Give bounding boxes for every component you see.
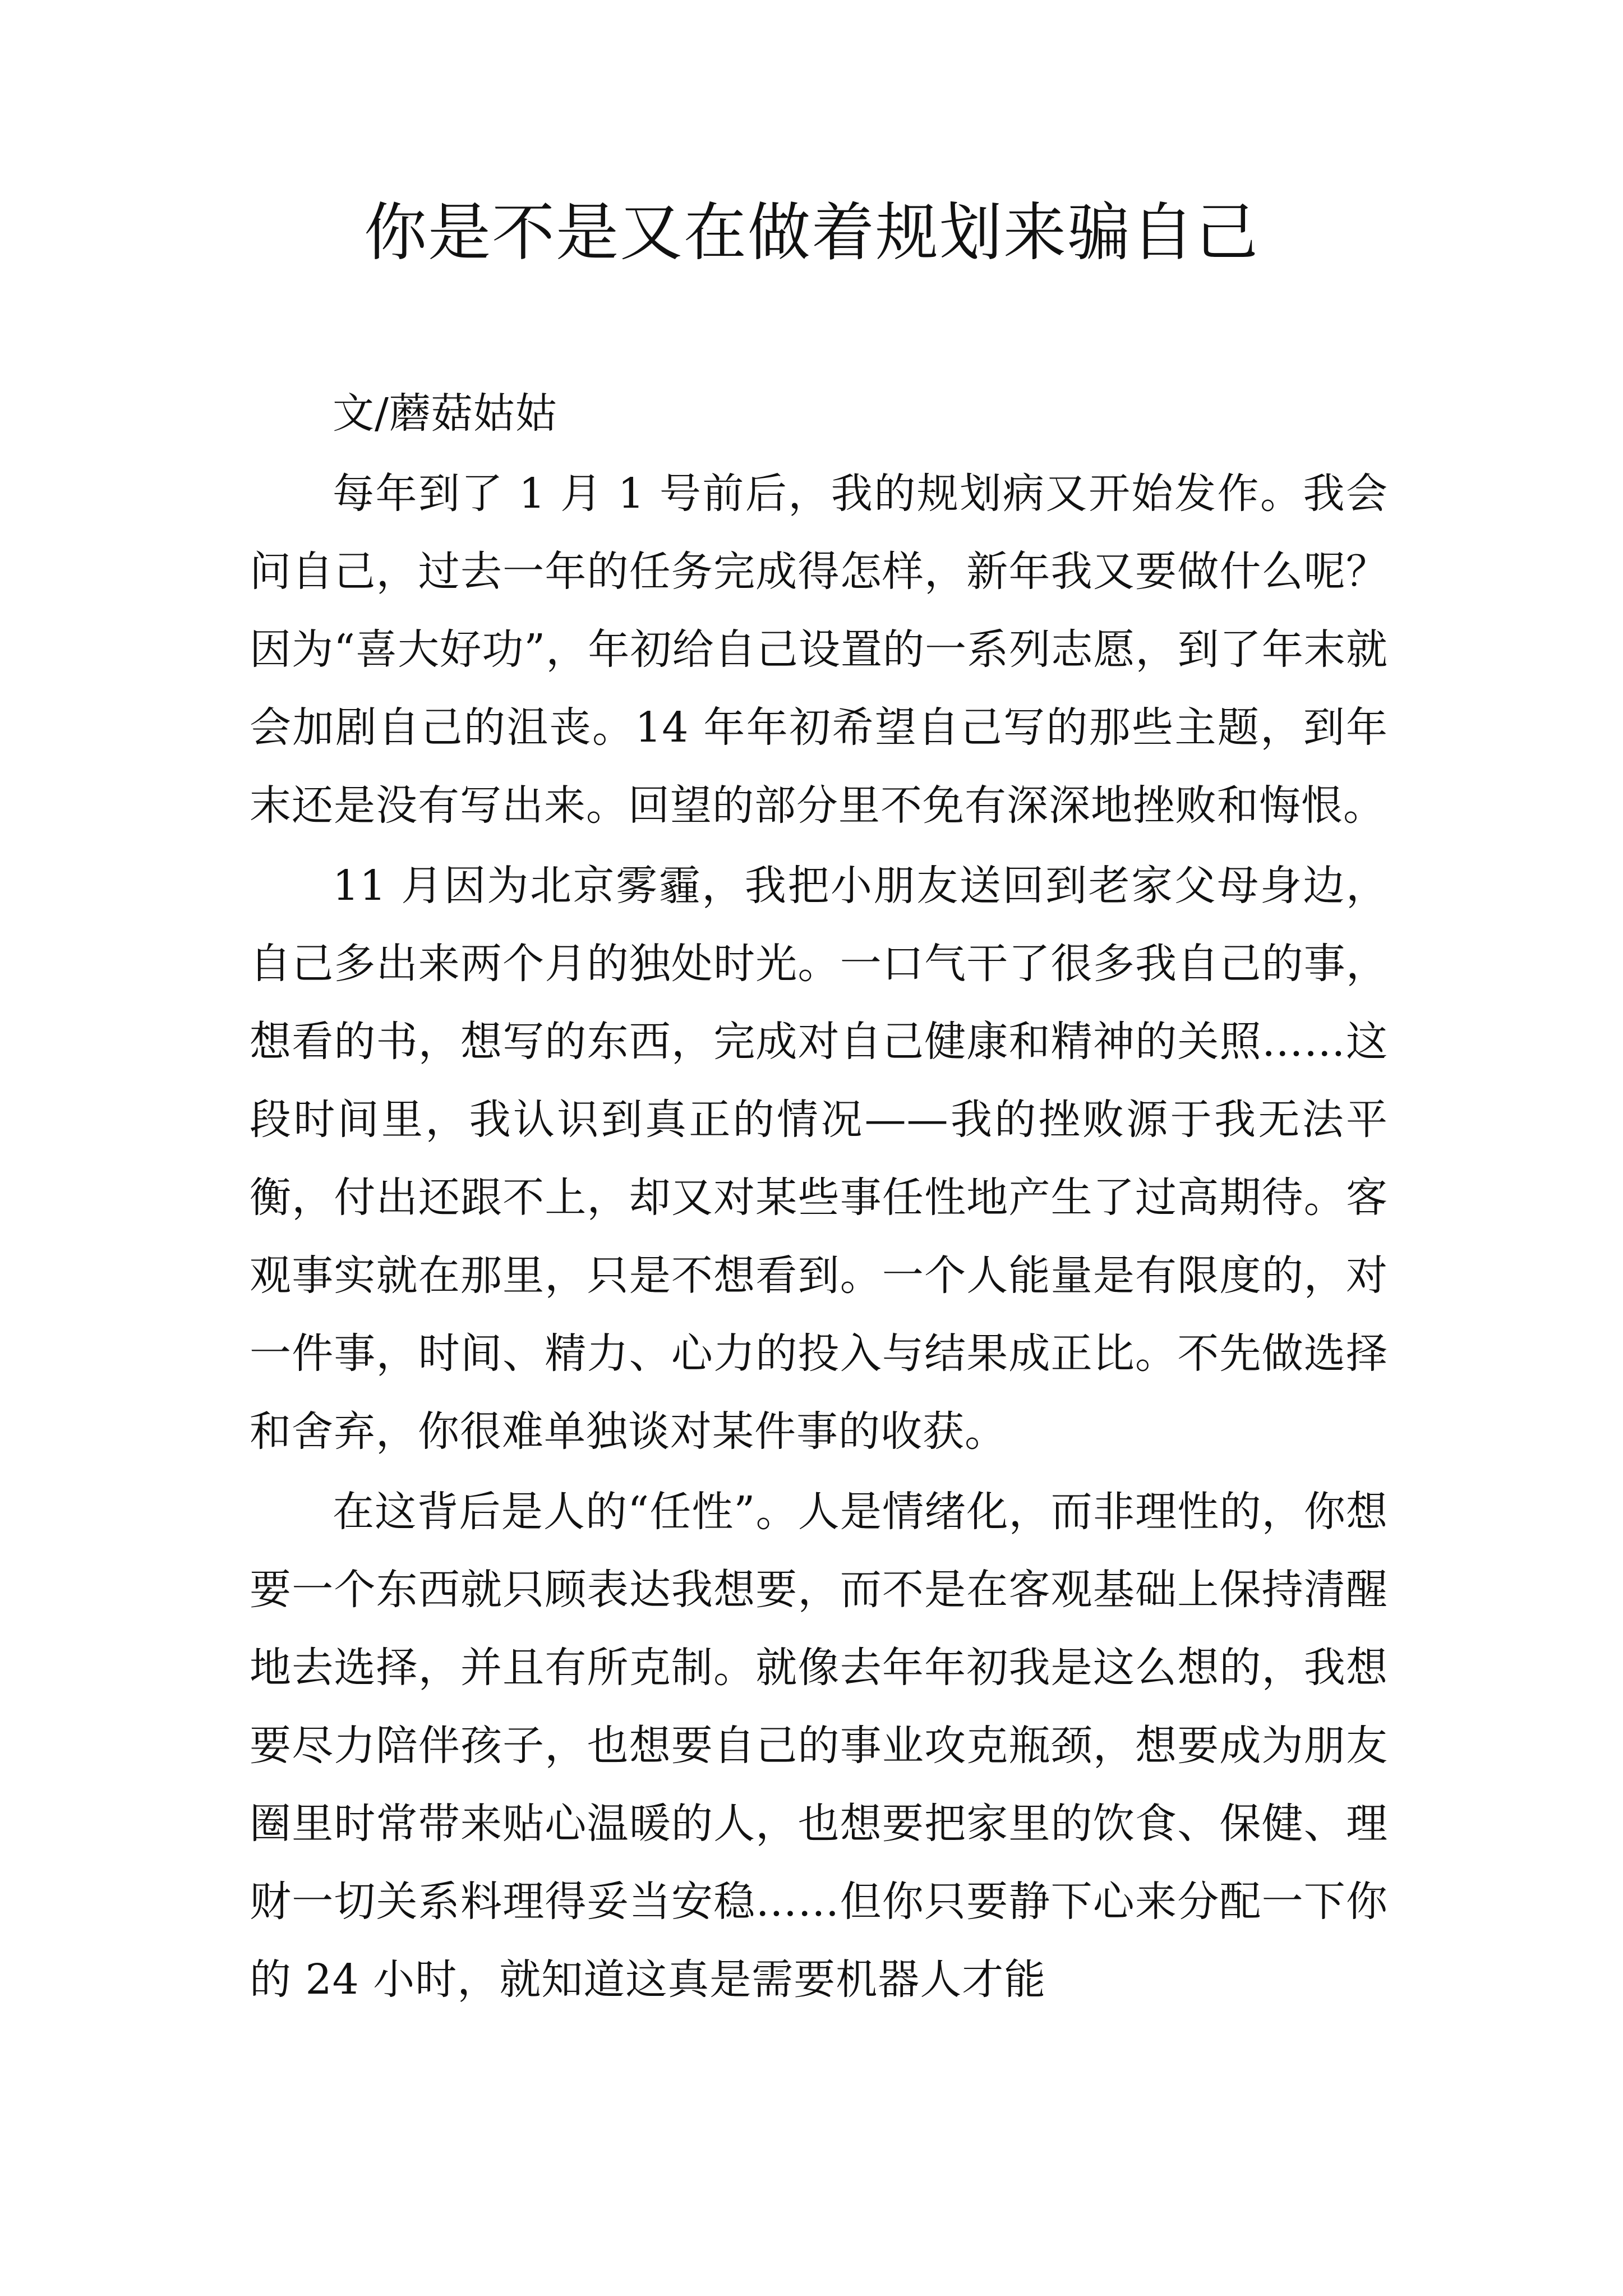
paragraph-3: 在这背后是人的“任性”。人是情绪化，而非理性的，你想要一个东西就只顾表达我想要，而不是在客观基础上保持清醒地去选择，并且有所克制。就像去年年初我是这么想的，我想要尽力陪伴孩子，也想要自己的事业攻克瓶颈，想要成为朋友圈里时常带来贴心温暖的人，也想要把家里的饮食、保健、理财一切关系料理得妥当安稳……但你只要静下心来分配一下你的 24 小时，就知道这真是需要机器人才能 [250,1488,1388,2004]
document-body [250,375,1388,2019]
author-line: 文/蘑菇姑姑 [333,389,557,438]
document-title: 你是不是又在做着规划来骗自己 [364,196,1259,269]
paragraph-2: 11 月因为北京雾霾，我把小朋友送回到老家父母身边，自己多出来两个月的独处时光。一口气干了很多我自己的事，想看的书，想写的东西，完成对自己健康和精神的关照……这段时间里，我认识到真正的情况——我的挫败源于我无法平衡，付出还跟不上，却又对某些事任性地产生了过高期待。客观事实就在那里，只是不想看到。一个人能量是有限度的，对一件事，时间、精力、心力的投入与结果成正比。不先做选择和舍弃，你很难单独谈对某件事的收获。 [250,862,1388,1456]
paragraph-1: 每年到了 1 月 1 号前后，我的规划病又开始发作。我会问自己，过去一年的任务完成得怎样，新年我又要做什么呢？因为“喜大好功”，年初给自己设置的一系列志愿，到了年末就会加剧自己的沮丧。14 年年初希望自己写的那些主题，到年末还是没有写出来。回望的部分里不免有深深地挫败和悔恨。 [250,470,1388,830]
